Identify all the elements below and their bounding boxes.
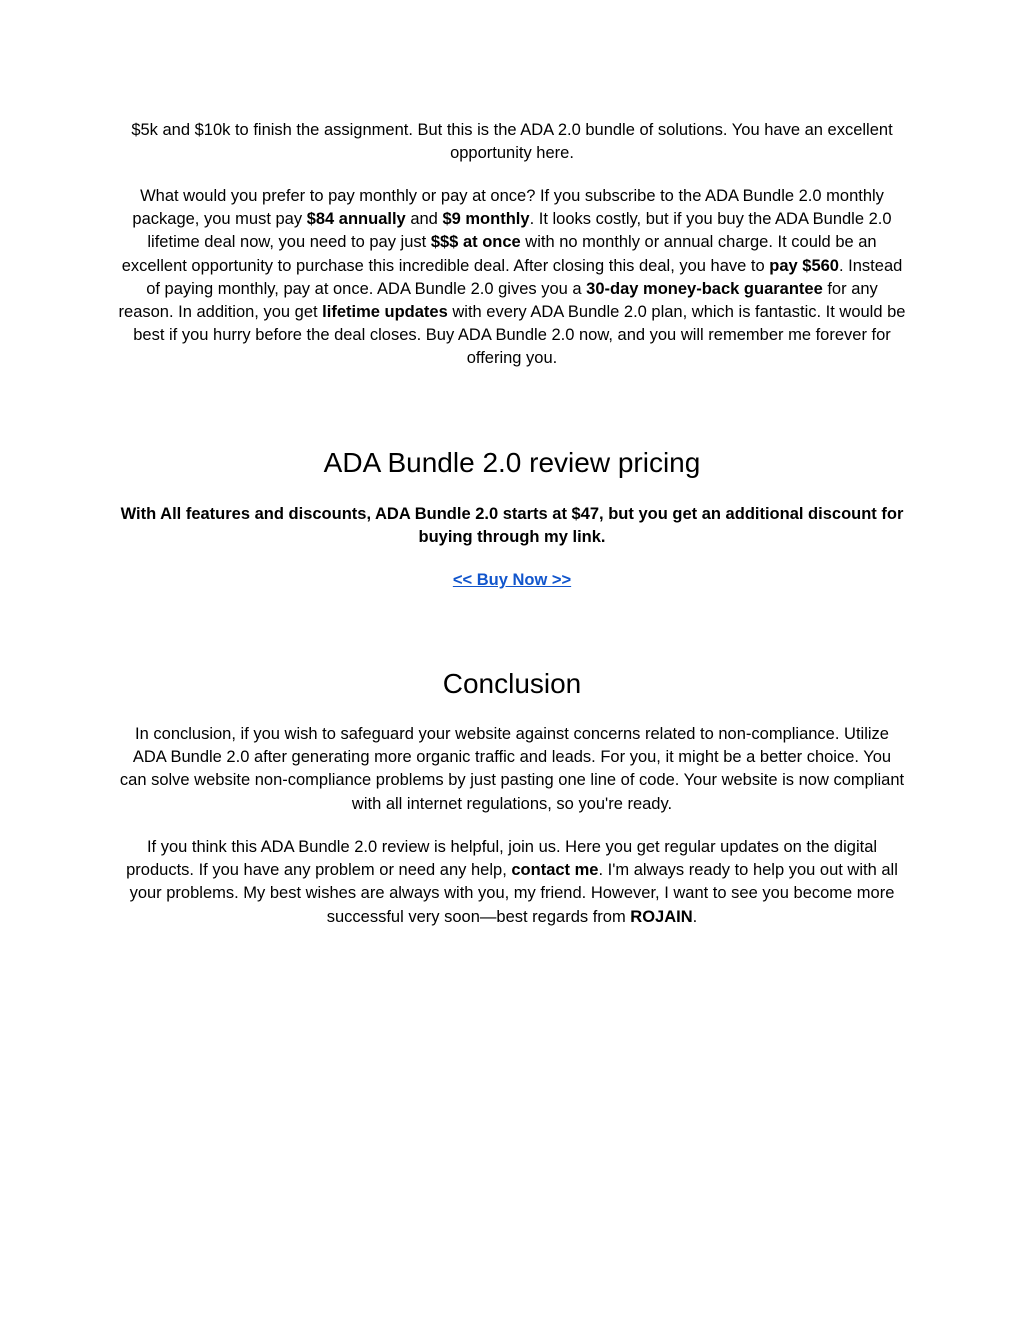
closing-text-1: If you think this ADA Bundle 2.0 review is helpful, join us. Here you get regular updates on the digital products. If you have any problem or need any help, xyxy=(126,838,878,880)
payment-text-1: What would you prefer to pay monthly or pay at once? If you subscribe to the ADA Bundle 2.0 monthly package, you must pay xyxy=(132,187,884,229)
payment-text-4: with no monthly or annual charge. It could be an excellent opportunity to purchase this incredible deal. After closing this deal, you have to xyxy=(121,233,877,275)
lifetime-updates: lifetime updates xyxy=(322,303,448,322)
price-annual: $84 annually xyxy=(306,210,406,229)
payment-text-2: and xyxy=(405,210,443,229)
intro-paragraph: $5k and $10k to finish the assignment. But this is the ADA 2.0 bundle of solutions. You have an excellent opportunity here. xyxy=(131,121,893,163)
contact-me: contact me xyxy=(511,861,599,880)
payment-paragraph xyxy=(118,185,906,371)
closing-paragraph xyxy=(118,836,906,929)
price-lifetime: pay $560 xyxy=(769,256,839,275)
closing-text-3: . xyxy=(692,907,698,926)
buy-now-link[interactable]: << Buy Now >> xyxy=(452,571,572,589)
pricing-heading: ADA Bundle 2.0 review pricing xyxy=(323,447,701,478)
price-once: $$$ at once xyxy=(430,233,521,252)
payment-text-6: for any reason. In addition, you get xyxy=(118,279,878,322)
closing-text-2: . I'm always ready to help you out with all your problems. My best wishes are always with you, my friend. However, I want to see you become more successful very soon—best regards from xyxy=(129,861,898,926)
price-monthly: $9 monthly xyxy=(442,210,530,229)
payment-text-5: . Instead of paying monthly, pay at once. ADA Bundle 2.0 gives you a xyxy=(146,256,903,298)
conclusion-paragraph: In conclusion, if you wish to safeguard your website against concerns related to non-compliance. Utilize ADA Bundle 2.0 after generating more organic traffic and leads. For you, it might be a better choice. You can solve website non-compliance problems by just pasting one line of code. Your website is now compliant with all internet regulations, so you're ready. xyxy=(119,725,905,813)
payment-text-3: . It looks costly, but if you buy the ADA Bundle 2.0 lifetime deal now, you need to pay just xyxy=(147,210,892,252)
guarantee: 30-day money-back guarantee xyxy=(586,279,823,298)
conclusion-heading: Conclusion xyxy=(442,668,582,699)
payment-text-7: with every ADA Bundle 2.0 plan, which is fantastic. It would be best if you hurry before the deal closes. Buy ADA Bundle 2.0 now, and you will remember me forever for offering you. xyxy=(133,303,906,368)
buy-now-container xyxy=(0,569,1024,592)
author-name: ROJAIN xyxy=(630,907,693,926)
pricing-paragraph: With All features and discounts, ADA Bundle 2.0 starts at $47, but you get an additional discount for buying through my link. xyxy=(120,505,904,547)
